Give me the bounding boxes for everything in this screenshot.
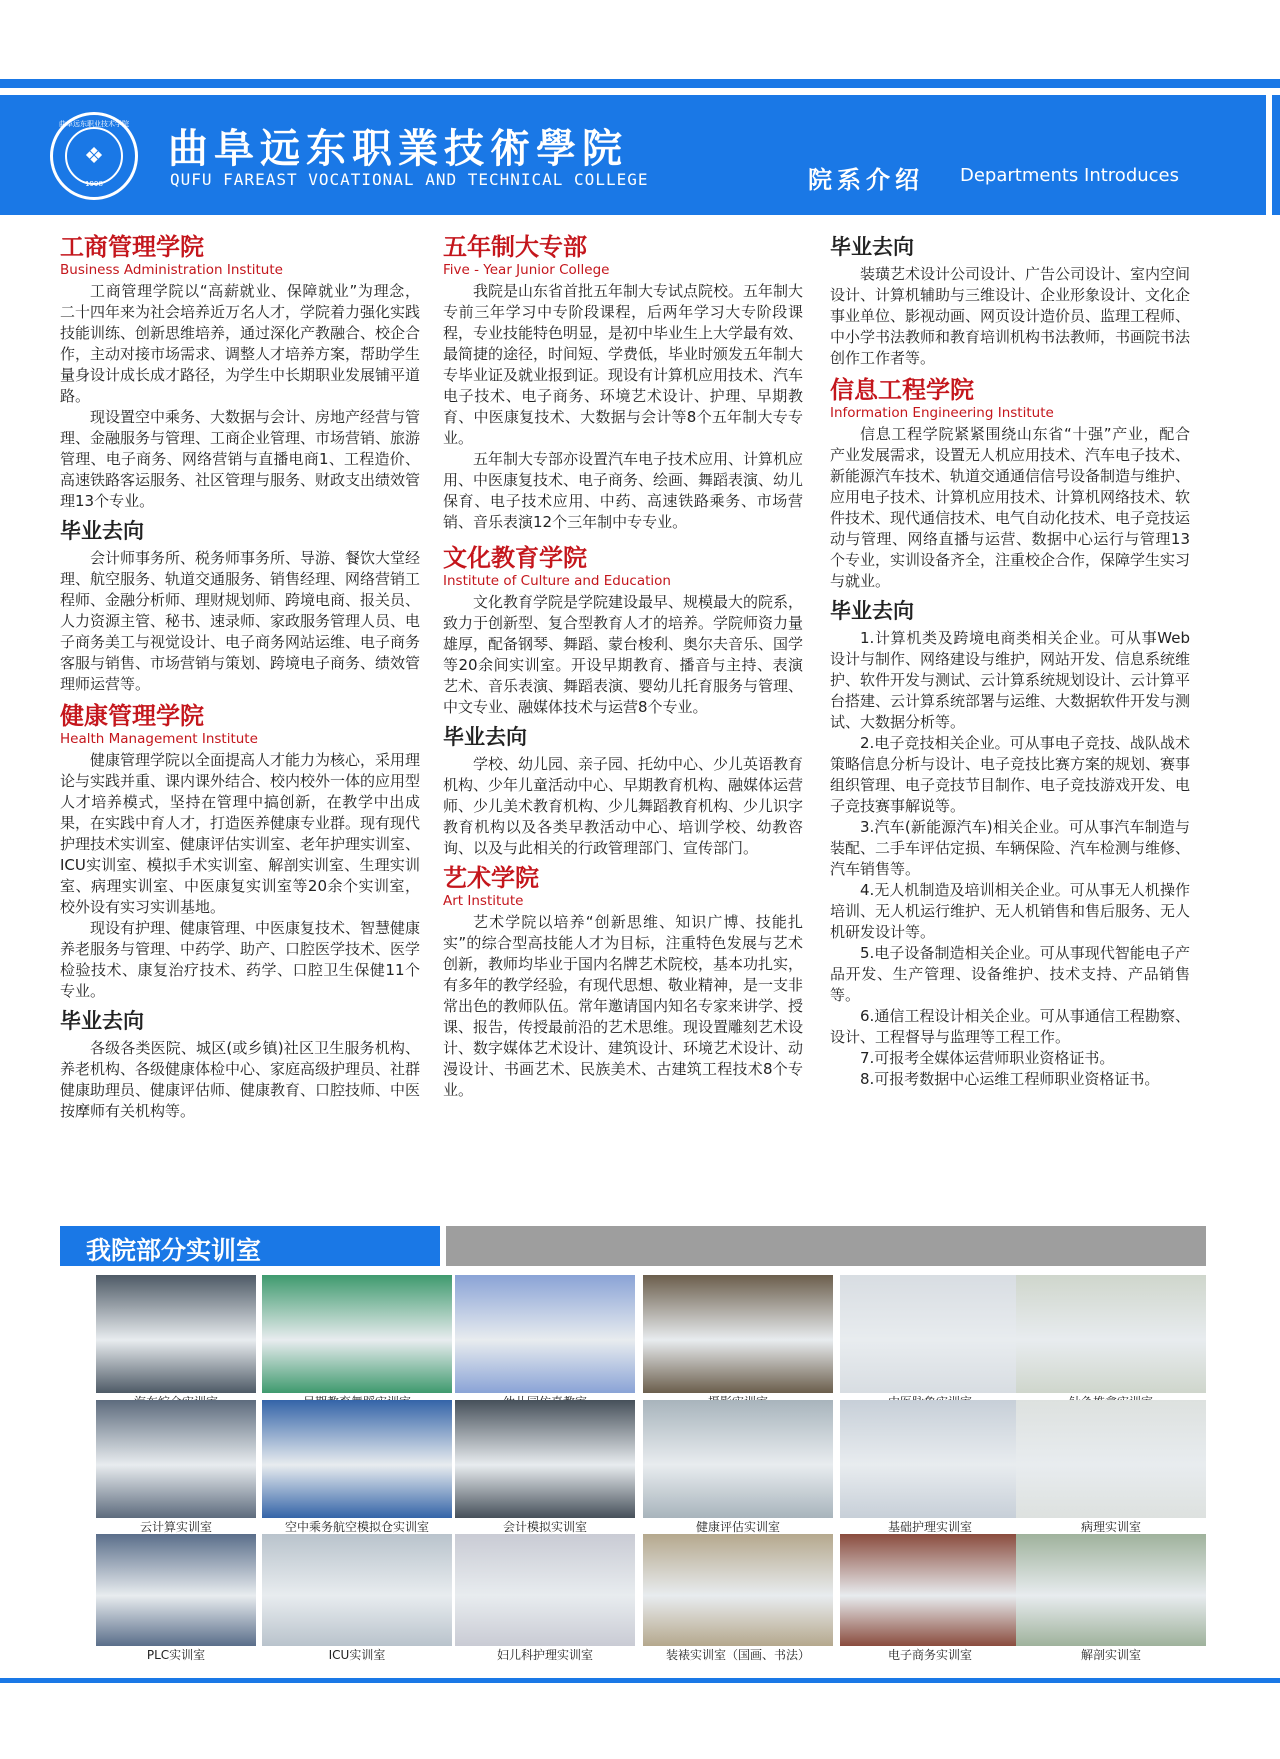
training-photo-caption: ICU实训室 — [328, 1648, 386, 1662]
health-intro: 健康管理学院以全面提高人才能力为核心，采用理论与实践并重、课内课外结合、校内校外一体的应用型人才培养模式，坚持在管理中搞创新，在教学中出成果，在实践中育人才，打造医养健康专业群。现有现代护理技术实训室、健康评估实训室、老年护理实训室、ICU实训室、模拟手术实训室、解剖实训室、生理实训室、病理实训室、中医康复实训室等20余个实训室，校外设有实习实训基地。 — [60, 751, 421, 916]
training-photo-caption: 装裱实训室（国画、书法） — [665, 1648, 810, 1662]
training-photo-caption: 会计模拟实训室 — [502, 1520, 587, 1534]
logo-year: 1998 — [85, 180, 103, 188]
health-title: 健康管理学院 — [60, 702, 204, 730]
training-photo-caption: 基础护理实训室 — [887, 1520, 972, 1534]
column-right — [830, 232, 1190, 1090]
health-jobs-title: 毕业去向 — [60, 1009, 144, 1033]
training-photo — [840, 1534, 1020, 1646]
training-photo — [643, 1275, 833, 1393]
training-photo — [455, 1534, 635, 1646]
training-photo-caption: 病理实训室 — [1080, 1520, 1141, 1534]
training-photo — [96, 1534, 256, 1646]
culture-intro: 文化教育学院是学院建设最早、规模最大的院系，致力于创新型、复合型教育人才的培养。学院师资力量雄厚，配备钢琴、舞蹈、蒙台梭利、奥尔夫音乐、国学等20余间实训室。开设早期教育、播音与主持、表演艺术、音乐表演、舞蹈表演、婴幼儿托育服务与管理、中文专业、融媒体技术与运营8个专业。 — [443, 593, 804, 716]
training-photo — [1016, 1534, 1206, 1646]
info-job-item: 1.计算机类及跨境电商类相关企业。可从事Web设计与制作、网络建设与维护，网站开发、信息系统维护、软件开发与测试、云计算系统规划设计、云计算平台搭建、云计算系统部署与运维、大数据软件开发与测试、大数据分析等。 — [830, 629, 1191, 731]
training-photo — [455, 1275, 635, 1393]
training-photo — [643, 1534, 833, 1646]
fiveyear-title-en: Five - Year Junior College — [443, 262, 610, 278]
training-photo-caption: 电子商务实训室 — [887, 1648, 972, 1662]
college-name-cn: 曲阜远东职業技術學院 — [168, 125, 628, 172]
section-title-en: Departments Introduces — [960, 165, 1179, 186]
art-intro: 艺术学院以培养“创新思维、知识广博、技能扎实”的综合型高技能人才为目标，注重特色发展与艺术创新，教师均毕业于国内名牌艺术院校，基本功扎实，有多年的教学经验，有现代思想、敬业精神，是一支非常出色的教师队伍。常年邀请国内知名专家来讲学、授课、报告，传授最前沿的艺术思维。现设置雕刻艺术设计、数字媒体艺术设计、建筑设计、环境艺术设计、动漫设计、书画艺术、民族美术、古建筑工程技术8个专业。 — [443, 913, 804, 1099]
column-left — [60, 232, 420, 1122]
top-stripe — [0, 79, 1280, 88]
training-title: 我院部分实训室 — [86, 1236, 262, 1265]
business-title-en: Business Administration Institute — [60, 262, 283, 278]
column-middle — [443, 232, 803, 1101]
fiveyear-secondary: 五年制大专部亦设置汽车电子技术应用、计算机应用、中医康复技术、电子商务、绘画、舞蹈表演、幼儿保育、电子技术应用、中药、高速铁路乘务、市场营销、音乐表演12个三年制中专专业。 — [443, 450, 804, 531]
culture-title-en: Institute of Culture and Education — [443, 573, 671, 589]
info-intro: 信息工程学院紧紧围绕山东省“十强”产业，配合产业发展需求，设置无人机应用技术、汽车电子技术、新能源汽车技术、轨道交通通信信号设备制造与维护、应用电子技术、计算机应用技术、计算机网络技术、软件技术、现代通信技术、电气自动化技术、电子竞技运动与管理、网络直播与运营、数据中心运行与管理13个专业，实训设备齐全，注重校企合作，保障学生实习与就业。 — [830, 425, 1191, 590]
business-jobs-title: 毕业去向 — [60, 519, 144, 543]
info-title-en: Information Engineering Institute — [830, 405, 1054, 421]
college-name-en: QUFU FAREAST VOCATIONAL AND TECHNICAL COLLEGE — [170, 170, 649, 189]
info-title: 信息工程学院 — [830, 376, 974, 404]
info-job-item: 6.通信工程设计相关企业。可从事通信工程勘察、设计、工程督导与监理等工程工作。 — [830, 1007, 1190, 1046]
training-photo — [262, 1400, 452, 1518]
info-job-item: 5.电子设备制造相关企业。可从事现代智能电子产品开发、生产管理、设备维护、技术支持、产品销售等。 — [830, 944, 1190, 1004]
culture-title: 文化教育学院 — [443, 544, 587, 572]
college-logo — [50, 112, 138, 200]
training-photo — [1016, 1275, 1206, 1393]
training-photo — [840, 1400, 1020, 1518]
culture-jobs: 学校、幼儿园、亲子园、托幼中心、少儿英语教育机构、少年儿童活动中心、早期教育机构、融媒体运营师、少儿美术教育机构、少儿舞蹈教育机构、少儿识字教育机构以及各类早教活动中心、培训学校、幼教咨询、以及与此相关的行政管理部门、宣传部门。 — [443, 755, 804, 857]
business-jobs: 会计师事务所、税务师事务所、导游、餐饮大堂经理、航空服务、轨道交通服务、销售经理、网络营销工程师、金融分析师、理财规划师、跨境电商、报关员、人力资源主管、秘书、速录师、家政服务管理人员、电子商务美工与视觉设计、电子商务网站运维、电子商务客服与销售、市场营销与策划、跨境电子商务、绩效管理师运营等。 — [60, 549, 421, 693]
logo-emblem-icon: ❖ — [65, 127, 123, 185]
training-photo — [840, 1275, 1020, 1393]
info-job-item: 4.无人机制造及培训相关企业。可从事无人机操作培训、无人机运行维护、无人机销售和售后服务、无人机研发设计等。 — [830, 881, 1191, 941]
training-photo-caption: 云计算实训室 — [139, 1520, 212, 1534]
training-photo-caption: 解剖实训室 — [1080, 1648, 1141, 1662]
header-banner-edge — [1272, 95, 1280, 215]
info-job-item: 7.可报考全媒体运营师职业资格证书。 — [860, 1049, 1115, 1067]
training-photo — [643, 1400, 833, 1518]
training-header — [60, 1226, 440, 1266]
training-photo — [96, 1400, 256, 1518]
art-jobs: 装璜艺术设计公司设计、广告公司设计、室内空间设计、计算机辅助与三维设计、企业形象设计、文化企事业单位、影视动画、网页设计造价员、监理工程师、中小学书法教师和教育培训机构书法教师，书画院书法创作工作者等。 — [830, 265, 1191, 367]
training-photo-caption: 健康评估实训室 — [695, 1520, 780, 1534]
health-title-en: Health Management Institute — [60, 731, 258, 747]
fiveyear-intro: 我院是山东省首批五年制大专试点院校。五年制大专前三年学习中专阶段课程，后两年学习大专阶段课程，专业技能特色明显，是初中毕业生上大学最有效、最简捷的途径，时间短、学费低，毕业时颁发五年制大专毕业证及就业报到证。现设有计算机应用技术、汽车电子技术、电子商务、环境艺术设计、护理、早期教育、中医康复技术、大数据与会计等8个五年制大专专业。 — [443, 282, 804, 447]
info-job-item: 8.可报考数据中心运维工程师职业资格证书。 — [860, 1070, 1160, 1088]
business-majors: 现设置空中乘务、大数据与会计、房地产经营与管理、金融服务与管理、工商企业管理、市场营销、旅游管理、电子商务、网络营销与直播电商1、工程造价、高速铁路客运服务、社区管理与服务、财政支出绩效管理13个专业。 — [60, 408, 421, 510]
logo-ring-text: 曲阜远东职业技术学院 — [59, 120, 129, 128]
art-title-en: Art Institute — [443, 893, 524, 909]
training-photo — [262, 1275, 452, 1393]
health-jobs: 各级各类医院、城区(或乡镇)社区卫生服务机构、养老机构、各级健康体检中心、家庭高级护理员、社群健康助理员、健康评估师、健康教育、口腔技师、中医按摩师有关机构等。 — [60, 1039, 421, 1120]
training-photo — [1016, 1400, 1206, 1518]
health-majors: 现设有护理、健康管理、中医康复技术、智慧健康养老服务与管理、中药学、助产、口腔医学技术、医学检验技术、康复治疗技术、药学、口腔卫生保健11个专业。 — [60, 919, 421, 1000]
training-photo-caption: PLC实训室 — [146, 1648, 206, 1662]
info-job-item: 2.电子竞技相关企业。可从事电子竞技、战队战术策略信息分析与设计、电子竞技比赛方案的规划、赛事组织管理、电子竞技节目制作、电子竞技游戏开发、电子竞技赛事解说等。 — [830, 734, 1191, 815]
bottom-stripe — [0, 1678, 1280, 1683]
culture-jobs-title: 毕业去向 — [443, 725, 527, 749]
info-jobs-title: 毕业去向 — [830, 599, 914, 623]
art-jobs-title: 毕业去向 — [830, 235, 914, 259]
training-photo — [262, 1534, 452, 1646]
training-photo-caption: 妇儿科护理实训室 — [496, 1648, 593, 1662]
training-photo — [96, 1275, 256, 1393]
art-title: 艺术学院 — [443, 864, 539, 892]
training-photo — [455, 1400, 635, 1518]
fiveyear-title: 五年制大专部 — [443, 233, 587, 261]
training-photo-caption: 空中乘务航空模拟仓实训室 — [284, 1520, 429, 1534]
training-header-bar — [446, 1226, 1206, 1266]
business-intro: 工商管理学院以“高薪就业、保障就业”为理念，二十四年来为社会培养近万名人才，学院着力强化实践技能训练、创新思维培养，通过深化产教融合、校企合作，主动对接市场需求、调整人才培养方案，帮助学生量身设计成长成才路径，为学生中长期职业发展铺平道路。 — [60, 282, 421, 405]
section-title-cn: 院系介绍 — [808, 166, 924, 194]
info-job-item: 3.汽车(新能源汽车)相关企业。可从事汽车制造与装配、二手车评估定损、车辆保险、汽车检测与维修、汽车销售等。 — [830, 818, 1191, 878]
business-title: 工商管理学院 — [60, 233, 204, 261]
